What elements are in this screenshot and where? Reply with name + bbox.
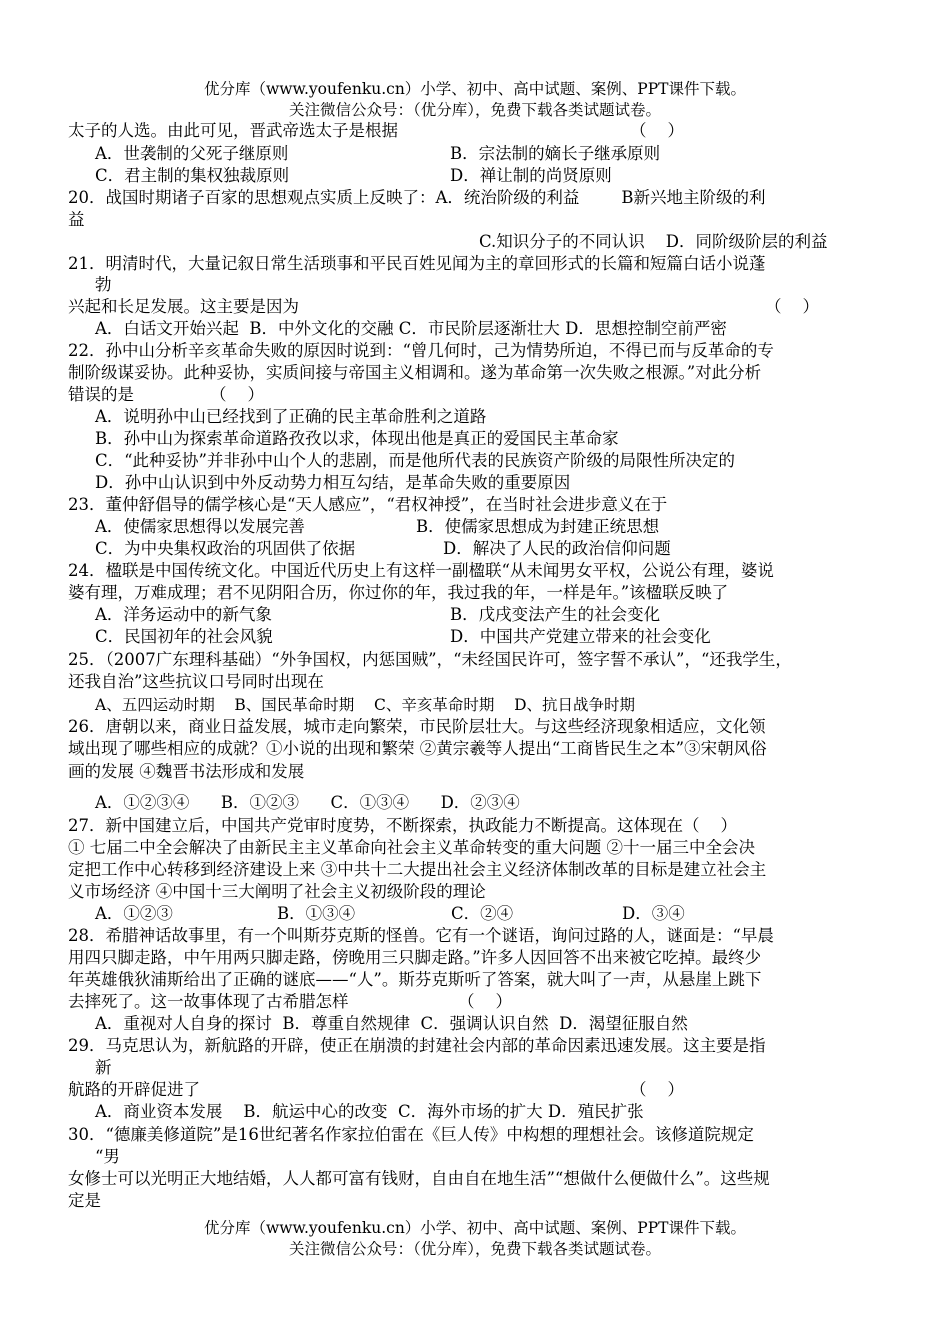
q25-stem-cont: 还我自治”这些抗议口号同时出现在	[68, 672, 324, 691]
q19-option-b: B．宗法制的嫡长子继承原则	[450, 144, 661, 163]
q23-stem: 23．董仲舒倡导的儒学核心是“天人感应”，“君权神授”，在当时社会进步意义在于	[68, 495, 668, 514]
q27-stem: 27．新中国建立后，中国共产党审时度势，不断探索，执政能力不断提高。这体现在（ ）	[68, 816, 737, 835]
header-line-1: 优分库（www.youfenku.cn）小学、初中、高中试题、案例、PPT课件下载。	[203, 80, 747, 98]
q29-options: A．商业资本发展 B．航运中心的改变 C．海外市场的扩大 D．殖民扩张	[95, 1102, 644, 1121]
q19-answer-paren: （ ）	[630, 121, 684, 140]
header-line-2: 关注微信公众号：（优分库），免费下载各类试题试卷。	[288, 101, 661, 119]
q22-option-c: C．“此种妥协”并非孙中山个人的悲剧，而是他所代表的民族资产阶级的局限性所决定的	[95, 451, 735, 470]
q29-stem-cont: 新	[95, 1058, 112, 1077]
q28-answer-paren: （ ）	[458, 992, 512, 1011]
q30-stem-cont3: 定是	[68, 1191, 101, 1210]
q25-options: A、五四运动时期 B、国民革命时期 C、辛亥革命时期 D、抗日战争时期	[95, 696, 635, 714]
q28-options: A．重视对人自身的探讨 B．尊重自然规律 C．强调认识自然 D．渴望征服自然	[95, 1014, 688, 1033]
q22-option-d: D．孙中山认识到中外反动势力相互勾结，是革命失败的重要原因	[95, 473, 571, 492]
q21-stem: 21．明清时代，大量记叙日常生活琐事和平民百姓见闻为主的章回形式的长篇和短篇白话小说蓬	[68, 254, 766, 273]
q27-option-c: C．②④	[451, 904, 514, 923]
q27-option-d: D．③④	[622, 904, 685, 923]
q21-answer-paren: （ ）	[765, 297, 819, 316]
q29-answer-paren: （ ）	[630, 1080, 684, 1099]
q20-options-cd: C.知识分子的不同认识 D．同阶级阶层的利益	[479, 232, 828, 251]
q23-option-d: D．解决了人民的政治信仰问题	[443, 539, 671, 558]
q19-option-c: C．君主制的集权独裁原则	[95, 166, 290, 185]
footer-line-1: 优分库（www.youfenku.cn）小学、初中、高中试题、案例、PPT课件下载。	[203, 1219, 747, 1237]
q27-stem-cont: ① 七届二中全会解决了由新民主主义革命向社会主义革命转变的重大问题 ②十一届三中全会决	[68, 838, 755, 857]
q26-stem: 26．唐朝以来，商业日益发展，城市走向繁荣，市民阶层壮大。与这些经济现象相适应，文化领	[68, 717, 766, 736]
q26-stem-cont: 域出现了哪些相应的成就？①小说的出现和繁荣 ②黄宗羲等人提出“工商皆民生之本”③宋朝风俗	[68, 739, 767, 758]
q27-option-b: B．①③④	[277, 904, 356, 923]
q22-answer-paren: （ ）	[210, 385, 264, 404]
q20-stem-cont: 益	[68, 210, 85, 229]
q22-stem: 22．孙中山分析辛亥革命失败的原因时说到：“曾几何时，己为情势所迫，不得已而与反革命的专	[68, 341, 774, 360]
q26-stem-cont2: 画的发展 ④魏晋书法形成和发展	[68, 762, 305, 781]
q21-stem-cont2: 兴起和长足发展。这主要是因为	[68, 297, 299, 316]
q22-stem-cont: 制阶级谋妥协。此种妥协，实质间接与帝国主义相调和。遂为革命第一次失败之根源。”对此分析	[68, 363, 762, 382]
footer-line-2: 关注微信公众号：（优分库），免费下载各类试题试卷。	[288, 1240, 661, 1258]
q29-stem: 29．马克思认为，新航路的开辟，使正在崩溃的封建社会内部的革命因素迅速发展。这主要是指	[68, 1036, 766, 1055]
q26-options: A．①②③④ B．①②③ C．①③④ D．②③④	[95, 793, 520, 812]
q28-stem-cont2: 年英雄俄狄浦斯给出了正确的谜底——“人”。斯芬克斯听了答案，就大叫了一声，从悬崖上跳下	[68, 970, 762, 989]
q25-stem: 25．（2007广东理科基础）“外争国权，内惩国贼”，“未经国民许可，签字誓不承认”，“还我学生，	[68, 650, 792, 669]
q28-stem: 28．希腊神话故事里，有一个叫斯芬克斯的怪兽。它有一个谜语，询问过路的人，谜面是：“早晨	[68, 926, 774, 945]
q28-stem-cont: 用四只脚走路，中午用两只脚走路，傍晚用三只脚走路。”许多人因回答不出来被它吃掉。最终少	[68, 948, 762, 967]
q29-stem-cont2: 航路的开辟促进了	[68, 1080, 200, 1099]
q27-option-a: A．①②③	[95, 904, 173, 923]
q27-stem-cont3: 义市场经济 ④中国十三大阐明了社会主义初级阶段的理论	[68, 882, 486, 901]
q22-stem-cont2: 错误的是	[68, 385, 134, 404]
q23-option-b: B．使儒家思想成为封建正统思想	[416, 517, 660, 536]
q20-stem: 20．战国时期诸子百家的思想观点实质上反映了：A．统治阶级的利益 B新兴地主阶级的利	[68, 188, 766, 207]
q30-stem: 30．“德廉美修道院”是16世纪著名作家拉伯雷在《巨人传》中构想的理想社会。该修道院规定	[68, 1125, 754, 1144]
q24-stem: 24．楹联是中国传统文化。中国近代历史上有这样一副楹联“从未闻男女平权，公说公有理，婆说	[68, 561, 774, 580]
q24-stem-cont: 婆有理，万难成理；君不见阴阳合历，你过你的年，我过我的年，一样是年。”该楹联反映了	[68, 583, 729, 602]
q24-option-b: B．戊戌变法产生的社会变化	[450, 605, 661, 624]
q30-stem-cont: “男	[95, 1147, 120, 1166]
q21-options: A．白话文开始兴起 B．中外文化的交融 C．市民阶层逐渐壮大 D．思想控制空前严密	[95, 319, 727, 338]
q28-stem-cont3: 去摔死了。这一故事体现了古希腊怎样	[68, 992, 349, 1011]
q21-stem-cont: 勃	[95, 275, 112, 294]
q24-option-a: A．洋务运动中的新气象	[95, 605, 272, 624]
q30-stem-cont2: 女修士可以光明正大地结婚，人人都可富有钱财，自由自在地生活”“想做什么便做什么”。这些规	[68, 1169, 770, 1188]
q19-stem: 太子的人选。由此可见，晋武帝选太子是根据	[68, 121, 398, 140]
q27-stem-cont2: 定把工作中心转移到经济建设上来 ③中共十二大提出社会主义经济体制改革的目标是建立社会主	[68, 860, 767, 879]
q23-option-a: A．使儒家思想得以发展完善	[95, 517, 305, 536]
q19-option-a: A．世袭制的父死子继原则	[95, 144, 289, 163]
q24-option-d: D．中国共产党建立带来的社会变化	[450, 627, 711, 646]
q22-option-b: B．孙中山为探索革命道路孜孜以求，体现出他是真正的爱国民主革命家	[95, 429, 619, 448]
q24-option-c: C．民国初年的社会风貌	[95, 627, 273, 646]
q22-option-a: A．说明孙中山已经找到了正确的民主革命胜利之道路	[95, 407, 487, 426]
q23-option-c: C．为中央集权政治的巩固供了依据	[95, 539, 356, 558]
q19-option-d: D．禅让制的尚贤原则	[450, 166, 612, 185]
